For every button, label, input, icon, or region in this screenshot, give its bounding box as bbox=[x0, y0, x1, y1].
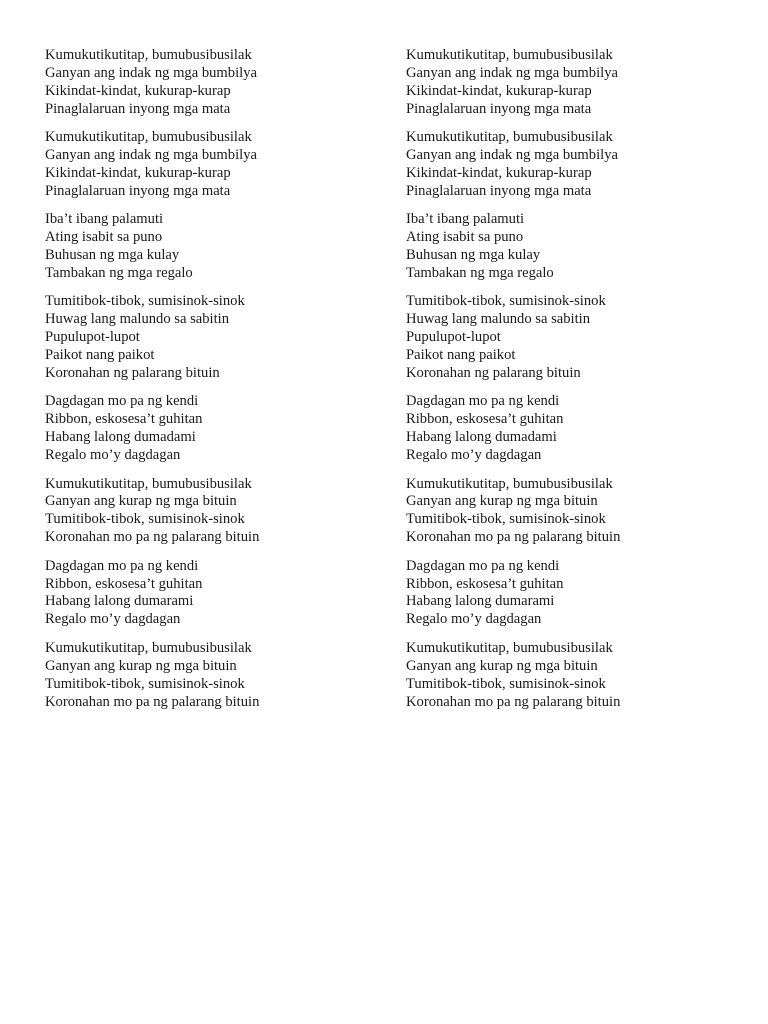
lyric-line: Pupulupot-lupot bbox=[45, 329, 140, 346]
lyric-line: Pupulupot-lupot bbox=[406, 329, 501, 346]
stanza bbox=[45, 640, 375, 712]
lyric-line: Ating isabit sa puno bbox=[406, 229, 524, 246]
lyric-line: Tambakan ng mga regalo bbox=[406, 264, 554, 281]
lyrics-column-right bbox=[406, 47, 736, 722]
lyric-line: Paikot nang paikot bbox=[45, 347, 155, 364]
lyric-line: Pinaglalaruan inyong mga mata bbox=[406, 100, 592, 117]
lyric-line: Ganyan ang kurap ng mga bituin bbox=[406, 657, 598, 674]
lyric-line: Tumitibok-tibok, sumisinok-sinok bbox=[45, 293, 245, 310]
lyric-line: Dagdagan mo pa ng kendi bbox=[406, 393, 560, 410]
lyric-line: Kumukutikutitap, bumubusibusilak bbox=[45, 129, 252, 146]
stanza bbox=[45, 393, 375, 465]
lyric-line: Huwag lang malundo sa sabitin bbox=[45, 311, 230, 328]
lyric-line: Pinaglalaruan inyong mga mata bbox=[406, 182, 592, 199]
lyric-line: Tumitibok-tibok, sumisinok-sinok bbox=[406, 511, 606, 528]
stanza bbox=[406, 558, 736, 630]
lyric-line: Kikindat-kindat, kukurap-kurap bbox=[45, 82, 231, 99]
lyric-line: Kumukutikutitap, bumubusibusilak bbox=[45, 475, 252, 492]
lyric-line: Regalo mo’y dagdagan bbox=[406, 611, 542, 628]
lyrics-column-left bbox=[45, 47, 375, 722]
lyric-line: Kumukutikutitap, bumubusibusilak bbox=[406, 475, 613, 492]
lyric-line: Kumukutikutitap, bumubusibusilak bbox=[406, 129, 613, 146]
lyric-line: Kumukutikutitap, bumubusibusilak bbox=[45, 639, 252, 656]
stanza bbox=[45, 47, 375, 119]
stanza bbox=[45, 558, 375, 630]
lyric-line: Ribbon, eskosesa’t guhitan bbox=[45, 575, 203, 592]
lyric-line: Ganyan ang kurap ng mga bituin bbox=[45, 657, 237, 674]
lyric-line: Habang lalong dumadami bbox=[45, 429, 196, 446]
lyric-line: Habang lalong dumarami bbox=[45, 593, 194, 610]
lyric-line: Buhusan ng mga kulay bbox=[406, 247, 541, 264]
stanza bbox=[406, 47, 736, 119]
lyric-line: Iba’t ibang palamuti bbox=[45, 211, 164, 228]
lyric-line: Iba’t ibang palamuti bbox=[406, 211, 525, 228]
lyric-line: Regalo mo’y dagdagan bbox=[45, 447, 181, 464]
lyric-line: Tumitibok-tibok, sumisinok-sinok bbox=[45, 511, 245, 528]
lyric-line: Tumitibok-tibok, sumisinok-sinok bbox=[45, 675, 245, 692]
lyric-line: Kikindat-kindat, kukurap-kurap bbox=[45, 164, 231, 181]
lyric-line: Tambakan ng mga regalo bbox=[45, 264, 193, 281]
lyric-line: Dagdagan mo pa ng kendi bbox=[406, 557, 560, 574]
lyric-line: Regalo mo’y dagdagan bbox=[406, 447, 542, 464]
lyric-line: Kumukutikutitap, bumubusibusilak bbox=[406, 639, 613, 656]
lyric-line: Ribbon, eskosesa’t guhitan bbox=[406, 411, 564, 428]
stanza bbox=[45, 293, 375, 383]
lyric-line: Kumukutikutitap, bumubusibusilak bbox=[406, 47, 613, 63]
stanza bbox=[406, 476, 736, 548]
stanza bbox=[45, 129, 375, 201]
stanza bbox=[406, 129, 736, 201]
lyric-line: Huwag lang malundo sa sabitin bbox=[406, 311, 591, 328]
lyric-line: Ganyan ang indak ng mga bumbilya bbox=[406, 147, 618, 164]
stanza bbox=[406, 393, 736, 465]
lyric-line: Pinaglalaruan inyong mga mata bbox=[45, 100, 231, 117]
lyric-line: Kikindat-kindat, kukurap-kurap bbox=[406, 82, 592, 99]
lyric-line: Ganyan ang indak ng mga bumbilya bbox=[406, 64, 618, 81]
lyric-line: Ganyan ang kurap ng mga bituin bbox=[45, 493, 237, 510]
lyric-line: Ribbon, eskosesa’t guhitan bbox=[406, 575, 564, 592]
lyric-line: Tumitibok-tibok, sumisinok-sinok bbox=[406, 293, 606, 310]
lyric-line: Habang lalong dumadami bbox=[406, 429, 557, 446]
stanza bbox=[406, 640, 736, 712]
lyric-line: Dagdagan mo pa ng kendi bbox=[45, 557, 199, 574]
lyric-line: Paikot nang paikot bbox=[406, 347, 516, 364]
lyric-line: Ating isabit sa puno bbox=[45, 229, 163, 246]
lyric-line: Buhusan ng mga kulay bbox=[45, 247, 180, 264]
stanza bbox=[45, 476, 375, 548]
lyric-line: Regalo mo’y dagdagan bbox=[45, 611, 181, 628]
lyric-line: Koronahan mo pa ng palarang bituin bbox=[406, 693, 621, 710]
lyric-line: Tumitibok-tibok, sumisinok-sinok bbox=[406, 675, 606, 692]
lyric-line: Dagdagan mo pa ng kendi bbox=[45, 393, 199, 410]
lyric-line: Ganyan ang indak ng mga bumbilya bbox=[45, 147, 257, 164]
stanza bbox=[406, 293, 736, 383]
lyric-line: Kumukutikutitap, bumubusibusilak bbox=[45, 47, 252, 63]
lyric-line: Koronahan ng palarang bituin bbox=[406, 365, 581, 381]
lyric-line: Koronahan mo pa ng palarang bituin bbox=[45, 529, 260, 546]
lyric-line: Kikindat-kindat, kukurap-kurap bbox=[406, 164, 592, 181]
lyric-line: Koronahan ng palarang bituin bbox=[45, 365, 220, 381]
stanza bbox=[45, 211, 375, 283]
lyric-line: Habang lalong dumarami bbox=[406, 593, 555, 610]
lyric-line: Ribbon, eskosesa’t guhitan bbox=[45, 411, 203, 428]
lyric-line: Koronahan mo pa ng palarang bituin bbox=[45, 693, 260, 710]
stanza bbox=[406, 211, 736, 283]
lyric-line: Ganyan ang kurap ng mga bituin bbox=[406, 493, 598, 510]
lyric-line: Ganyan ang indak ng mga bumbilya bbox=[45, 64, 257, 81]
lyric-line: Pinaglalaruan inyong mga mata bbox=[45, 182, 231, 199]
lyric-line: Koronahan mo pa ng palarang bituin bbox=[406, 529, 621, 546]
